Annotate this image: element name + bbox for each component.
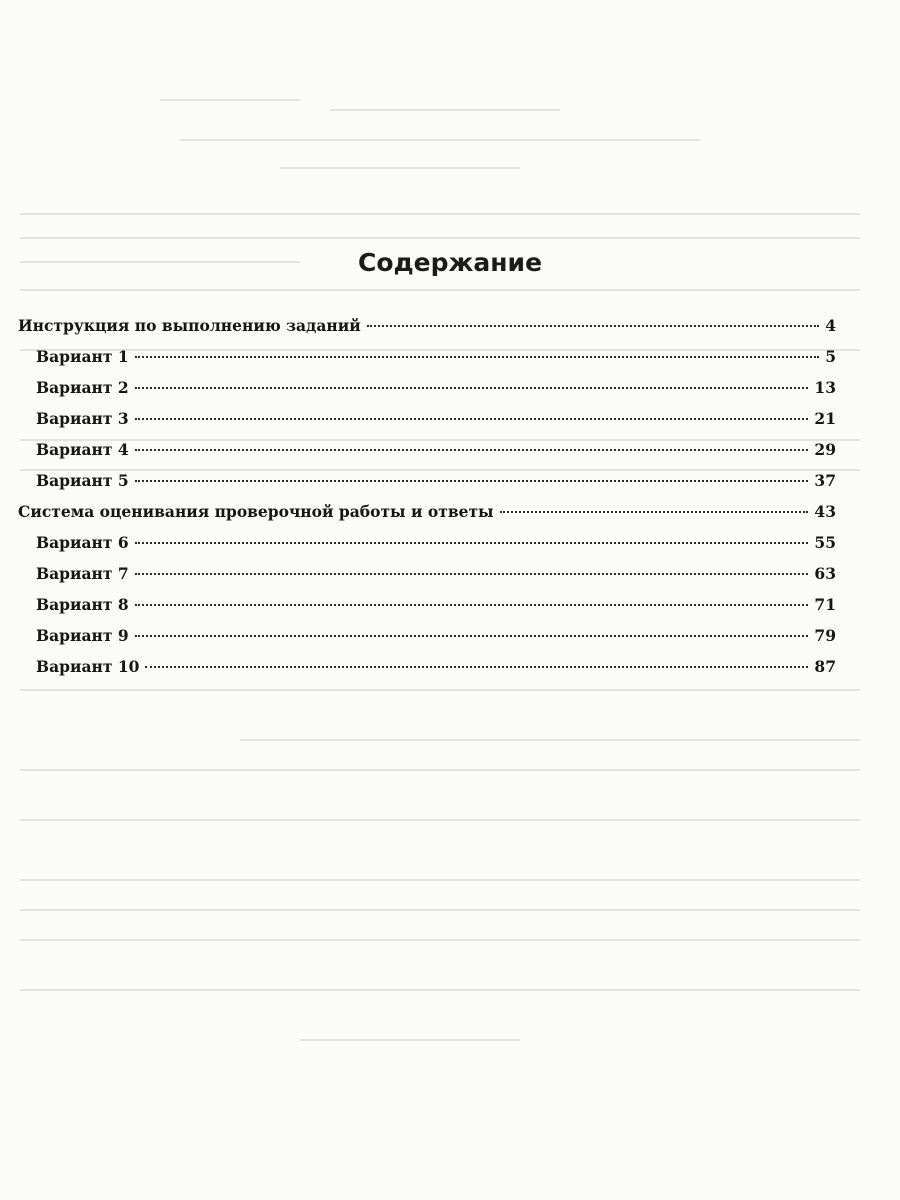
toc-leader-dots xyxy=(145,666,808,668)
toc-entry-page: 13 xyxy=(814,378,836,397)
toc-entry-page: 37 xyxy=(814,471,836,490)
toc-entry-variant-9[interactable] xyxy=(36,626,836,645)
toc-entry-page: 43 xyxy=(814,502,836,521)
toc-entry-label: Вариант 9 xyxy=(36,626,129,645)
toc-entry-variant-10[interactable] xyxy=(36,657,836,676)
toc-entry-label: Система оценивания проверочной работы и ответы xyxy=(18,502,494,521)
toc-leader-dots xyxy=(135,418,809,420)
toc-entry-label: Вариант 7 xyxy=(36,564,129,583)
toc-leader-dots xyxy=(135,480,809,482)
toc-entry-variant-1[interactable] xyxy=(36,347,836,366)
toc-entry-instructions[interactable] xyxy=(18,316,836,335)
toc-entry-page: 87 xyxy=(814,657,836,676)
toc-entry-variant-7[interactable] xyxy=(36,564,836,583)
page-title: Содержание xyxy=(357,248,543,277)
toc-entry-variant-5[interactable] xyxy=(36,471,836,490)
toc-entry-page: 29 xyxy=(814,440,836,459)
toc-leader-dots xyxy=(135,356,820,358)
toc-entry-page: 55 xyxy=(814,533,836,552)
toc-entry-label: Вариант 1 xyxy=(36,347,129,366)
toc-entry-page: 4 xyxy=(825,316,836,335)
toc-entry-label: Вариант 5 xyxy=(36,471,129,490)
toc-entry-variant-8[interactable] xyxy=(36,595,836,614)
toc-leader-dots xyxy=(135,449,809,451)
toc-entry-page: 21 xyxy=(814,409,836,428)
toc-entry-label: Вариант 2 xyxy=(36,378,129,397)
toc-entry-label: Вариант 10 xyxy=(36,657,140,676)
toc-leader-dots xyxy=(135,542,809,544)
toc-entry-label: Инструкция по выполнению заданий xyxy=(18,316,361,335)
toc-entry-grading-system[interactable] xyxy=(18,502,836,521)
toc-leader-dots xyxy=(500,511,809,513)
toc-entry-variant-2[interactable] xyxy=(36,378,836,397)
toc-leader-dots xyxy=(367,325,819,327)
toc-entry-label: Вариант 3 xyxy=(36,409,129,428)
toc-entry-page: 79 xyxy=(814,626,836,645)
toc-entry-variant-6[interactable] xyxy=(36,533,836,552)
toc-leader-dots xyxy=(135,573,809,575)
toc-entry-label: Вариант 4 xyxy=(36,440,129,459)
toc-leader-dots xyxy=(135,387,809,389)
toc-entry-variant-3[interactable] xyxy=(36,409,836,428)
toc-leader-dots xyxy=(135,635,809,637)
toc-leader-dots xyxy=(135,604,809,606)
toc-entry-page: 63 xyxy=(814,564,836,583)
toc-entry-variant-4[interactable] xyxy=(36,440,836,459)
toc-entry-label: Вариант 8 xyxy=(36,595,129,614)
toc-entry-label: Вариант 6 xyxy=(36,533,129,552)
toc-entry-page: 71 xyxy=(814,595,836,614)
toc-entry-page: 5 xyxy=(825,347,836,366)
